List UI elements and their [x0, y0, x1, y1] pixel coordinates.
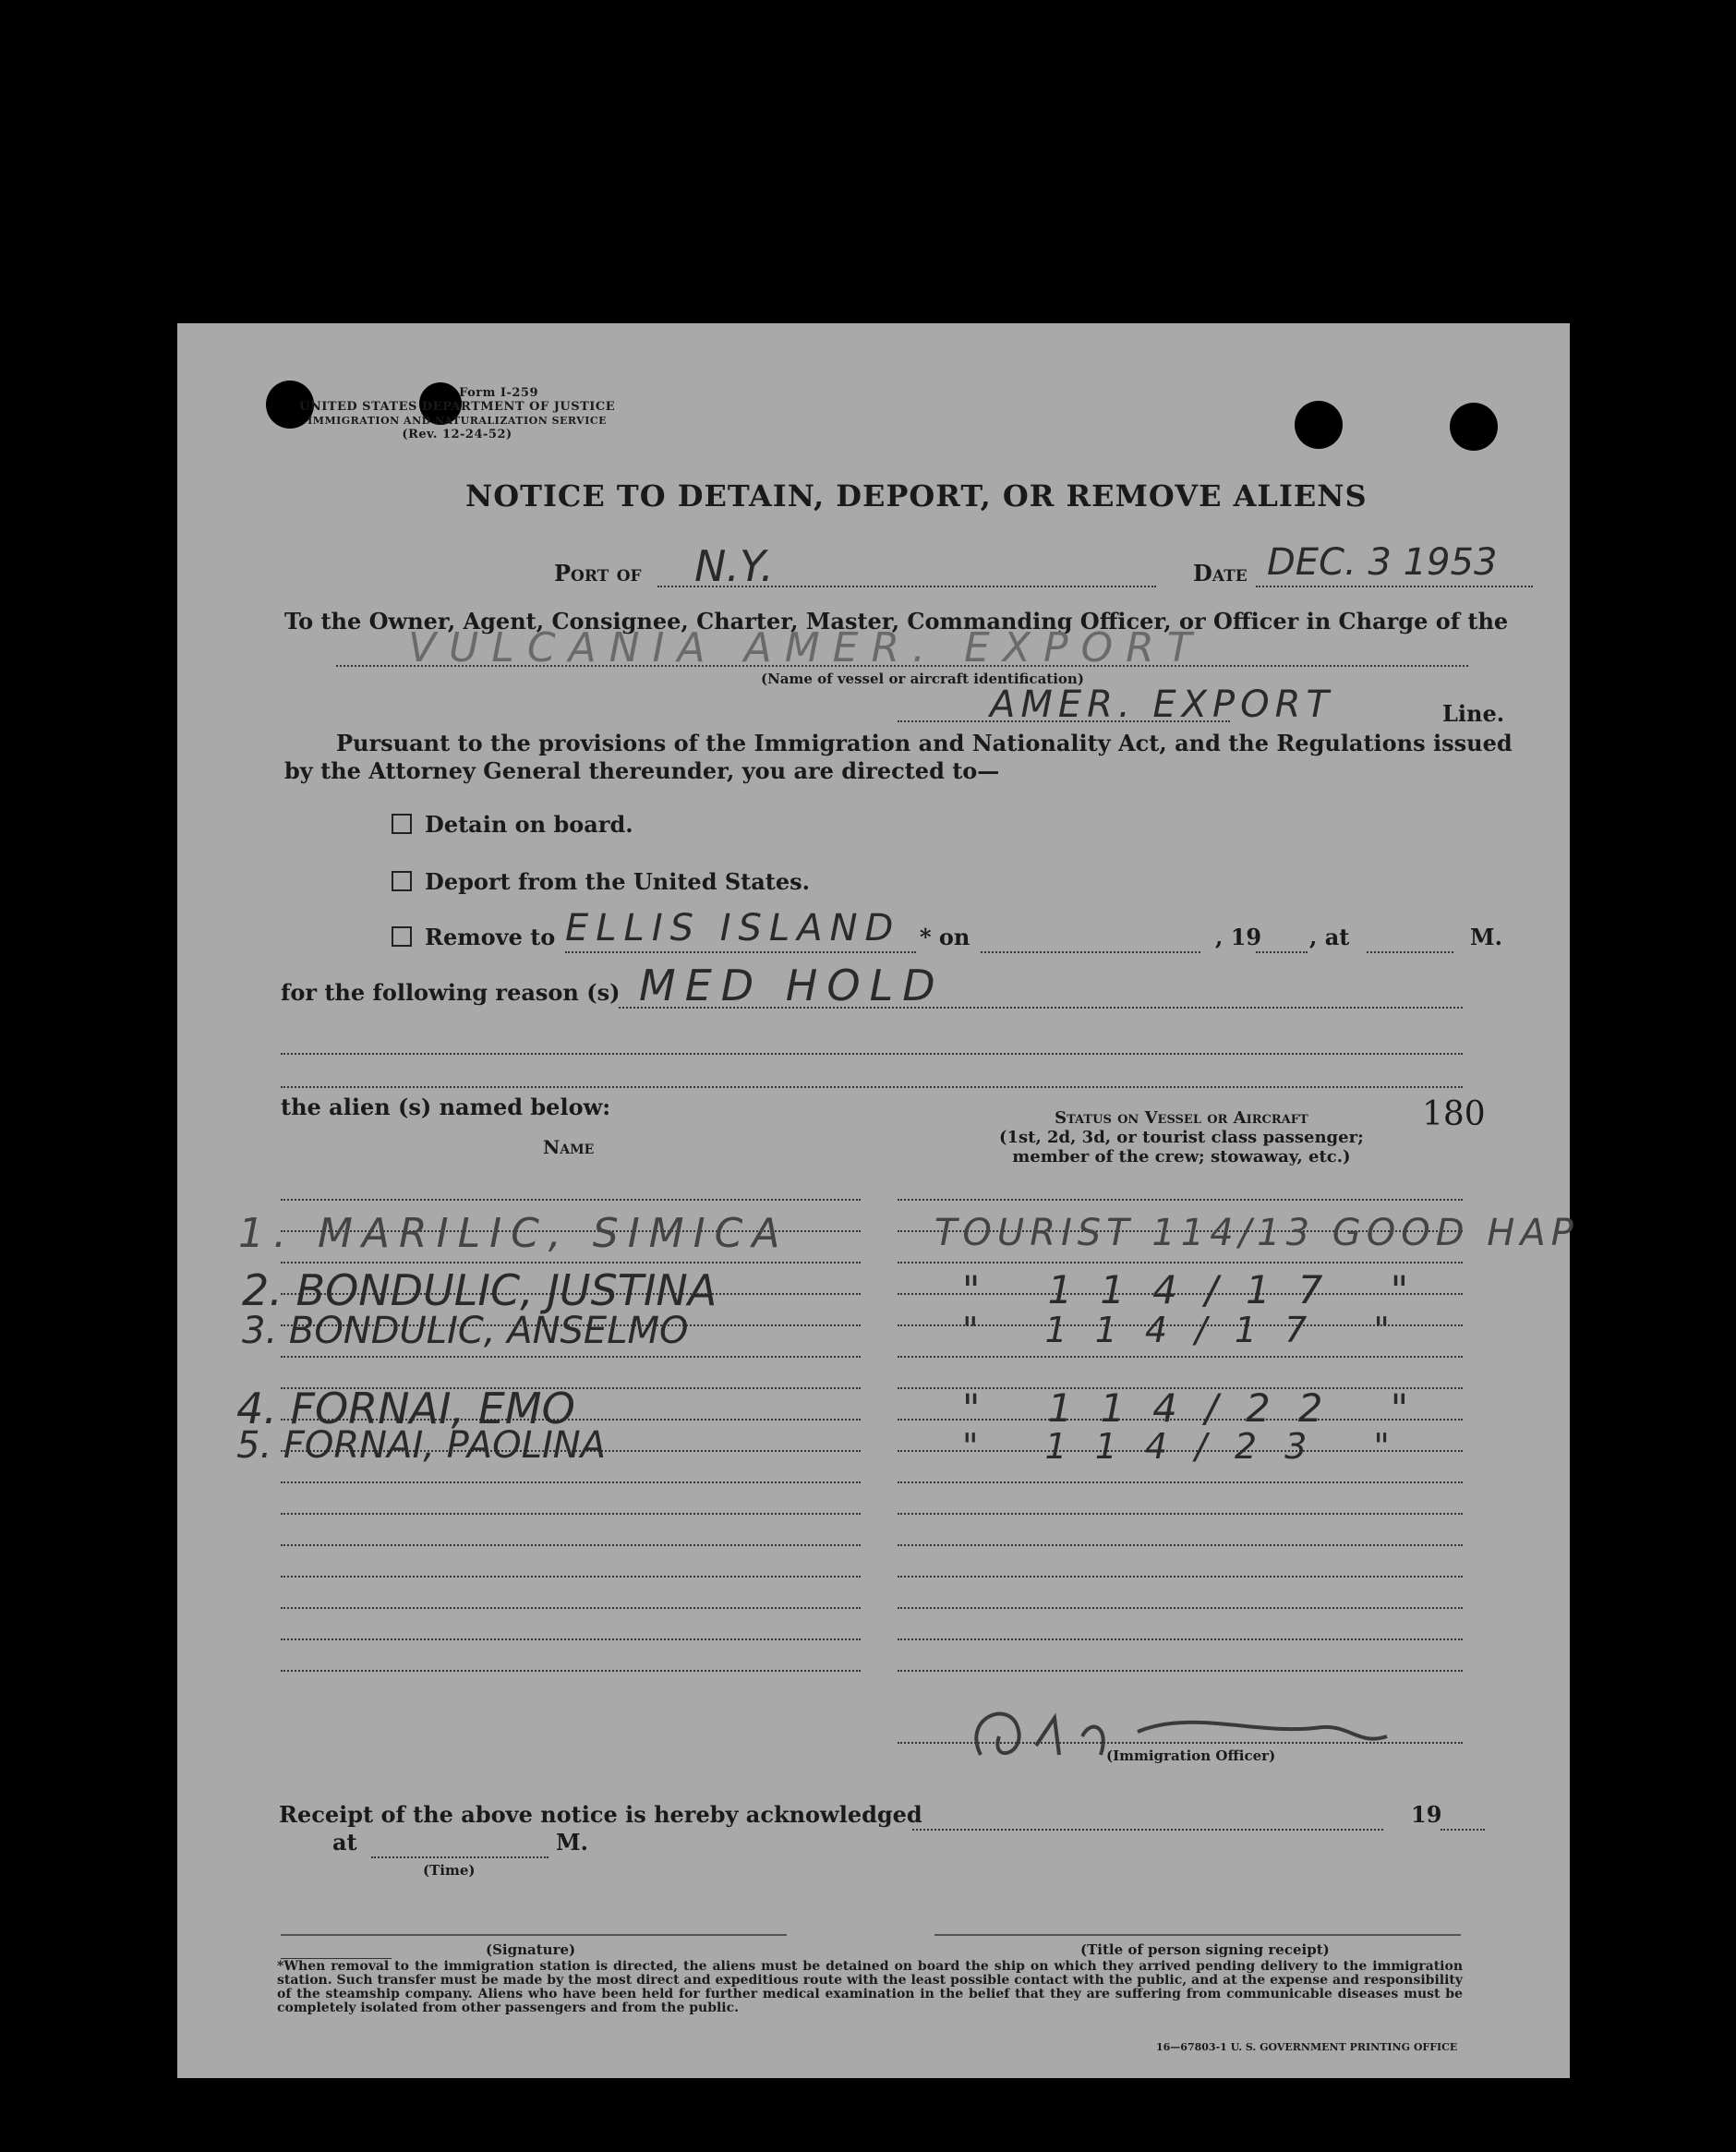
name-column-header: Name [543, 1136, 595, 1158]
name-rule-line [281, 1576, 861, 1578]
form-number: Form I-259 [459, 386, 539, 400]
alien-4-status: " 114/22 " [962, 1385, 1437, 1431]
port-value: N.Y. [694, 541, 774, 591]
year-line [1256, 951, 1308, 953]
to-owner-text: To the Owner, Agent, Consignee, Charter, Master, Commanding Officer, or Officer in Charge of the [284, 608, 1509, 635]
alien-2-name: 2. BONDULIC, JUSTINA [242, 1265, 717, 1315]
status-rule-line [898, 1356, 1463, 1358]
name-rule-line [281, 1670, 861, 1672]
status-header-line-3: member of the crew; stowaway, etc.) [1012, 1147, 1351, 1167]
name-rule-line [281, 1607, 861, 1609]
department-name: UNITED STATES DEPARTMENT OF JUSTICE [299, 400, 616, 414]
status-header-line-2: (1st, 2d, 3d, or tourist class passenger; [999, 1128, 1364, 1147]
date-line [1256, 586, 1533, 587]
status-rule-line [898, 1262, 1463, 1263]
option-deport [392, 868, 810, 895]
status-rule-line [898, 1481, 1463, 1483]
form-page [177, 323, 1579, 2078]
printer-line: 16—67803-1 U. S. GOVERNMENT PRINTING OFFICE [1156, 2041, 1458, 2053]
alien-3-status: " 114/17 " [962, 1310, 1417, 1350]
vessel-caption: (Name of vessel or aircraft identification) [761, 671, 1084, 687]
title-line [934, 1934, 1461, 1936]
officer-signature [953, 1681, 1396, 1783]
time-caption: (Time) [423, 1862, 476, 1879]
name-rule-line [281, 1199, 861, 1201]
name-rule-line [281, 1638, 861, 1640]
receipt-text: Receipt of the above notice is hereby acknowledged [279, 1801, 922, 1828]
alien-3-name: 3. BONDULIC, ANSELMO [242, 1310, 689, 1352]
reason-line-3 [281, 1086, 1463, 1088]
form-header [299, 386, 615, 441]
option-detain [392, 811, 633, 838]
revision-date: (Rev. 12-24-52) [402, 428, 512, 441]
deport-checkbox[interactable] [392, 871, 412, 891]
detain-checkbox[interactable] [392, 814, 412, 834]
detain-label: Detain on board. [425, 811, 633, 838]
alien-2-status: " 114/17 " [962, 1267, 1437, 1312]
remove-checkbox[interactable] [392, 926, 412, 947]
date-value: DEC. 3 1953 [1267, 541, 1498, 584]
name-rule-line [281, 1513, 861, 1515]
alien-5-status: " 114/23 " [962, 1426, 1417, 1467]
status-rule-line [898, 1607, 1463, 1609]
on-date-line [981, 951, 1200, 953]
time-m-label: M. [556, 1829, 588, 1856]
receipt-year-line [1441, 1829, 1485, 1831]
at-line [1367, 951, 1453, 953]
status-rule-line [898, 1199, 1463, 1201]
option-remove [392, 924, 555, 950]
officer-caption: (Immigration Officer) [1106, 1747, 1276, 1764]
name-rule-line [281, 1544, 861, 1546]
status-rule-line [898, 1576, 1463, 1578]
line-label: Line. [1442, 700, 1505, 727]
status-column-header [999, 1108, 1364, 1167]
alien-1-status: TOURIST 114/13 GOOD HAP [934, 1212, 1579, 1254]
reason-label: for the following reason (s) [281, 979, 621, 1006]
year-label: , 19 [1215, 924, 1262, 950]
aliens-label: the alien (s) named below: [281, 1094, 611, 1120]
deport-label: Deport from the United States. [425, 868, 811, 895]
receipt-at-label: at [332, 1829, 357, 1856]
receipt-date-line [912, 1829, 1383, 1831]
punch-hole-right-1 [1295, 401, 1343, 449]
line-name-value: AMER. EXPORT [990, 683, 1334, 726]
status-rule-line [898, 1638, 1463, 1640]
page-title: NOTICE TO DETAIN, DEPORT, OR REMOVE ALIENS [465, 478, 1368, 514]
pursuant-line-2: by the Attorney General thereunder, you are directed to— [284, 757, 1000, 784]
receipt-year: 19 [1411, 1801, 1442, 1828]
reason-value: MED HOLD [639, 961, 945, 1010]
status-rule-line [898, 1513, 1463, 1515]
stamped-number: 180 [1422, 1095, 1486, 1133]
punch-hole-right-2 [1450, 403, 1498, 451]
time-line [371, 1856, 549, 1858]
alien-1-name: 1. MARILIC, SIMICA [238, 1210, 790, 1257]
status-rule-line [898, 1670, 1463, 1672]
name-rule-line [281, 1262, 861, 1263]
alien-4-name: 4. FORNAI, EMO [236, 1384, 575, 1433]
remove-label: Remove to [425, 924, 556, 950]
footnote: *When removal to the immigration station is directed, the aliens must be detained on board the ship on which they arrived pending delivery to the immigration station. Such transfer must be made by the most direct and expeditious route with the least possible contact with the public, and at the expense and responsibility of the steamship company. Aliens who have been held for further medical examination in the belief that they are suffering from communicable diseases must be completely isolated from other passengers and from the public. [277, 1959, 1463, 2015]
signature-caption: (Signature) [486, 1941, 576, 1958]
name-rule-line [281, 1481, 861, 1483]
remove-to-line [565, 951, 916, 953]
vessel-value: VULCANIA AMER. EXPORT [408, 624, 1205, 671]
service-name: IMMIGRATION AND NATURALIZATION SERVICE [307, 415, 607, 427]
status-rule-line [898, 1544, 1463, 1546]
title-caption: (Title of person signing receipt) [1080, 1941, 1330, 1958]
signature-line [281, 1934, 787, 1936]
date-label: Date [1193, 560, 1248, 586]
reason-line-2 [281, 1053, 1463, 1055]
alien-5-name: 5. FORNAI, PAOLINA [236, 1424, 607, 1467]
officer-signature-line [898, 1742, 1463, 1744]
status-header-title: Status on Vessel or Aircraft [1055, 1108, 1308, 1128]
pursuant-line-1: Pursuant to the provisions of the Immigration and Nationality Act, and the Regulations issued [336, 730, 1513, 756]
on-label: * on [920, 924, 970, 950]
name-rule-line [281, 1356, 861, 1358]
port-label: Port of [554, 560, 642, 586]
m-label: M. [1470, 924, 1502, 950]
remove-to-value: ELLIS ISLAND [565, 907, 901, 949]
at-label: , at [1309, 924, 1350, 950]
